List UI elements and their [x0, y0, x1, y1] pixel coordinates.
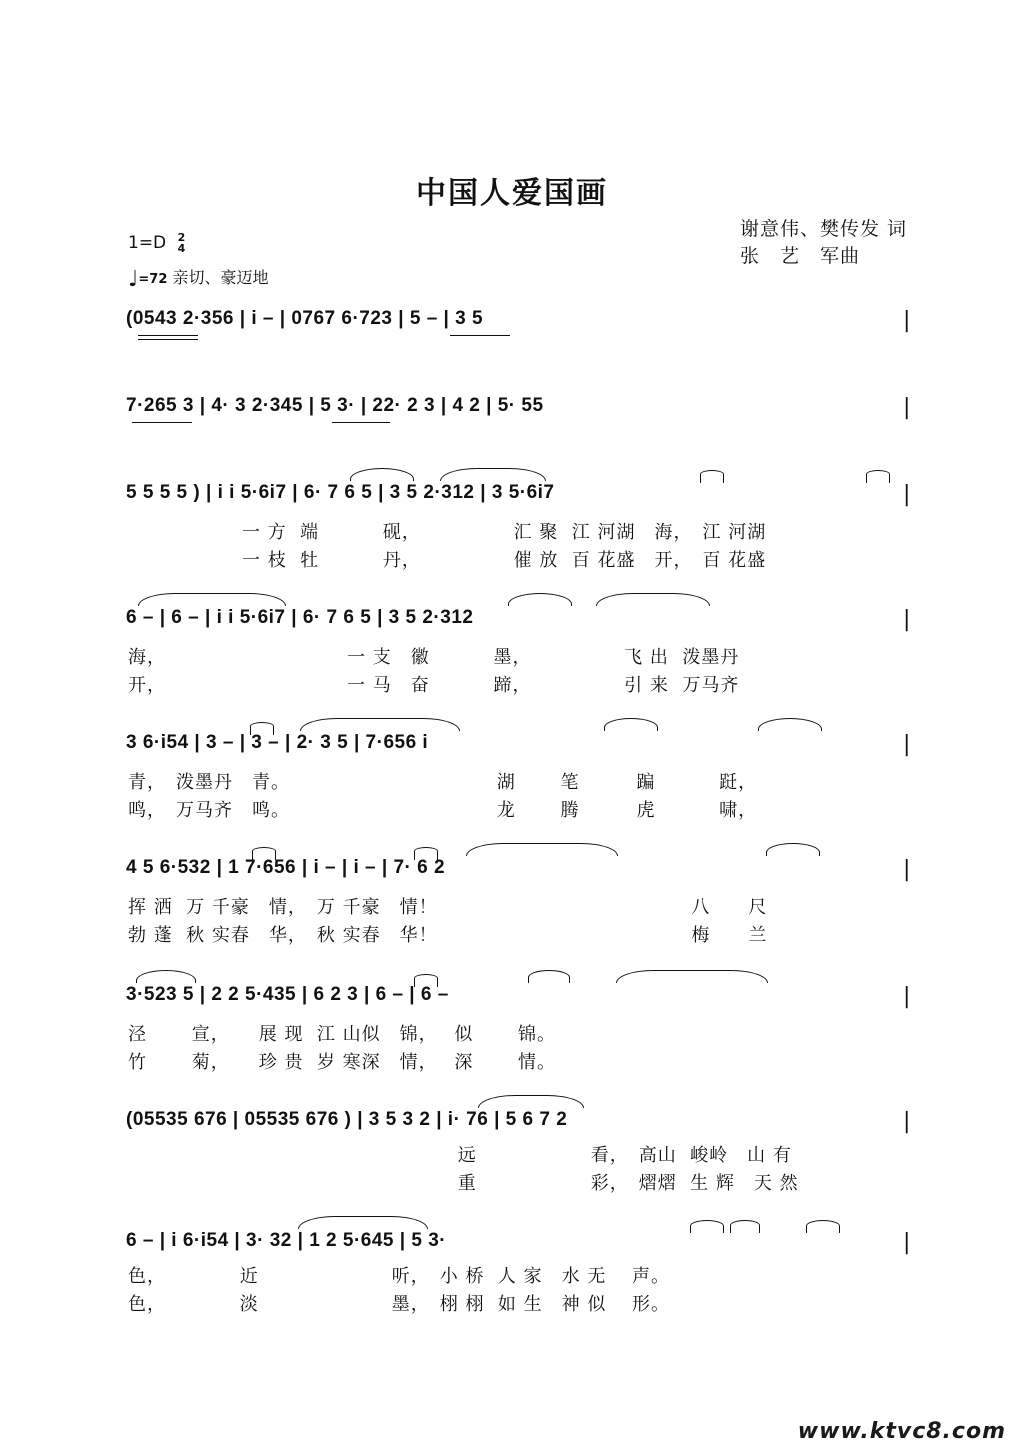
- lyrics-verse-1: 泾 宣， 展 现 江 山似 锦， 似 锦。: [128, 1024, 557, 1045]
- lyrics-verse-2: 色， 淡 墨， 栩 栩 如 生 神 似 形。: [128, 1294, 671, 1315]
- lyrics-verse-2: 重 彩， 熠熠 生 辉 天 然: [128, 1173, 799, 1194]
- notation-line: (05535 676 | 05535 676 ) | 3 5 3 2 | i· 76 | 5 6 7 2: [126, 1109, 568, 1130]
- credits: [740, 216, 907, 270]
- notation-line: 3 6·i54 | 3 – | 3 – | 2· 3 5 | 7·656 i: [126, 732, 429, 753]
- tempo-bpm: =72: [138, 272, 168, 287]
- notation-line: 3·523 5 | 2 2 5·435 | 6 2 3 | 6 – | 6 –: [126, 984, 449, 1005]
- notation-line: 6 – | 6 – | i i 5·6i7 | 6· 7 6 5 | 3 5 2·312: [126, 607, 474, 628]
- barline: |: [903, 1230, 911, 1255]
- lyrics-verse-2: 鸣， 万马齐 鸣。 龙 腾 虎 啸，: [128, 800, 758, 821]
- lyrics-verse-2: 勃 蓬 秋 实春 华， 秋 实春 华！ 梅 兰: [128, 925, 768, 946]
- lyrics-verse-1: 远 看， 高山 峻岭 山 有: [128, 1145, 792, 1166]
- notation-line: 7·265 3 | 4· 3 2·345 | 5 3· | 22· 2 3 | 4 2 | 5· 55: [126, 395, 544, 416]
- notation-line: (0543 2·356 | i – | 0767 6·723 | 5 – | 3 5: [126, 308, 484, 329]
- composer-credit: 张 艺 军曲: [740, 245, 861, 267]
- site-watermark: www.ktvc8.com: [797, 1419, 1006, 1444]
- barline: |: [903, 308, 911, 333]
- barline: |: [903, 607, 911, 632]
- barline: |: [903, 857, 911, 882]
- lyricist-credit: 谢意伟、樊传发 词: [740, 218, 908, 240]
- barline: |: [903, 984, 911, 1009]
- quarter-note-icon: ♩: [128, 267, 139, 292]
- tempo-expression: 亲切、豪迈地: [172, 268, 269, 287]
- lyrics-verse-2: 开， 一 马 奋 蹄， 引 来 万马齐: [128, 675, 740, 696]
- barline: |: [903, 1109, 911, 1134]
- lyrics-verse-1: 色， 近 听， 小 桥 人 家 水 无 声。: [128, 1266, 671, 1287]
- time-signature-bottom: 4: [177, 242, 186, 255]
- barline: |: [903, 482, 911, 507]
- lyrics-verse-1: 一 方 端 砚， 汇 聚 江 河湖 海， 江 河湖: [128, 522, 767, 543]
- lyrics-verse-2: 竹 菊， 珍 贵 岁 寒深 情， 深 情。: [128, 1052, 557, 1073]
- barline: |: [903, 732, 911, 757]
- time-signature: [178, 232, 186, 254]
- time-signature-top: 2: [177, 231, 186, 244]
- notation-line: 4 5 6·532 | 1 7·656 | i – | i – | 7· 6 2: [126, 857, 446, 878]
- song-title: 中国人爱国画: [416, 176, 608, 211]
- lyrics-verse-1: 海， 一 支 徽 墨， 飞 出 泼墨丹: [128, 647, 740, 668]
- notation-line: 5 5 5 5 ) | i i 5·6i7 | 6· 7 6 5 | 3 5 2·312 | 3 5·6i7: [126, 482, 555, 503]
- tempo-marking: [128, 265, 268, 292]
- key-signature: [128, 232, 185, 254]
- notation-line: 6 – | i 6·i54 | 3· 32 | 1 2 5·645 | 5 3·: [126, 1230, 447, 1251]
- lyrics-verse-1: 挥 洒 万 千豪 情， 万 千豪 情！ 八 尺: [128, 897, 768, 918]
- lyrics-verse-2: 一 枝 牡 丹， 催 放 百 花盛 开， 百 花盛: [128, 550, 767, 571]
- lyrics-verse-1: 青， 泼墨丹 青。 湖 笔 蹁 跹，: [128, 772, 758, 793]
- key-signature-label: 1=D: [128, 233, 167, 253]
- barline: |: [903, 395, 911, 420]
